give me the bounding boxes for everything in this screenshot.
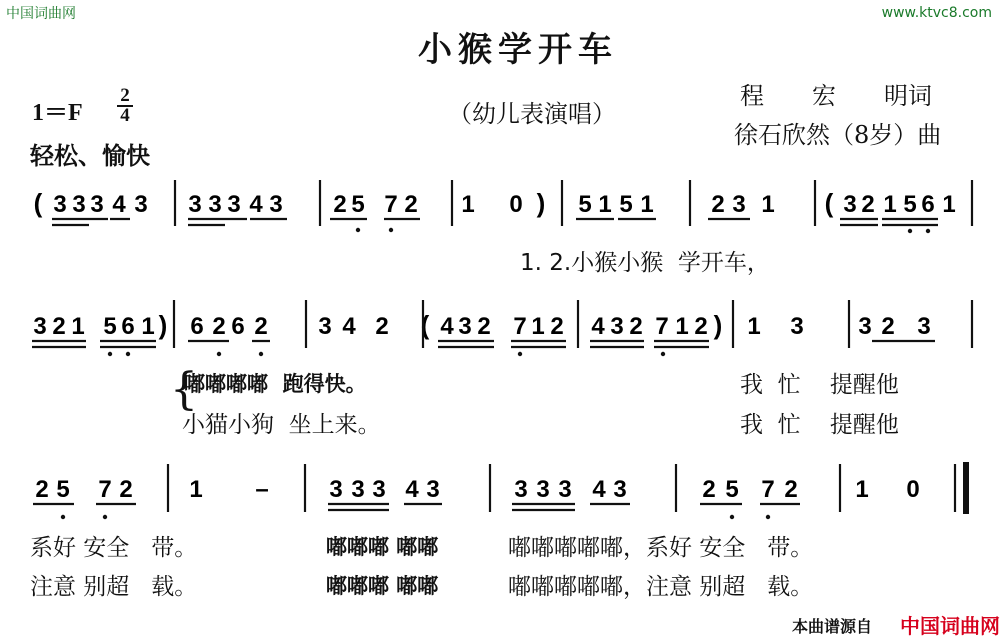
note-row2-3: 5: [103, 313, 117, 340]
composer-credit: 徐石欣然（8岁）曲: [734, 121, 942, 149]
note-row1-14: 2: [404, 191, 418, 218]
note-row3-18: 7: [761, 476, 775, 503]
note-row1-22: 2: [711, 191, 725, 218]
note-row1-0: (: [33, 188, 43, 218]
note-row1-10: 3: [269, 191, 283, 218]
note-row1-21: 1: [640, 191, 654, 218]
note-row2-31: 2: [881, 313, 895, 340]
lyric-verse1-b: 我 忙 提醒他: [740, 372, 899, 398]
octave-dot-1: [389, 228, 393, 232]
note-row2-26: 2: [694, 313, 708, 340]
verse-brace: {: [170, 364, 198, 415]
note-row2-16: 3: [458, 313, 472, 340]
footer-brand: 中国词曲网: [900, 614, 1000, 638]
note-row3-10: 3: [426, 476, 440, 503]
footer-source: 本曲谱源自: [792, 617, 873, 636]
octave-dot-4: [108, 352, 112, 356]
note-row3-12: 3: [536, 476, 550, 503]
note-row1-23: 3: [732, 191, 746, 218]
note-row1-19: 1: [598, 191, 612, 218]
octave-dot-6: [217, 352, 221, 356]
note-row3-1: 5: [56, 476, 70, 503]
note-row2-6: ): [158, 310, 168, 340]
note-row1-1: 3: [53, 191, 67, 218]
note-row1-8: 3: [227, 191, 241, 218]
note-row3-0: 2: [35, 476, 49, 503]
note-row2-5: 1: [141, 313, 155, 340]
note-row1-31: 1: [942, 191, 956, 218]
note-row2-12: 4: [342, 313, 356, 340]
tempo-marking: 轻松、愉快: [30, 142, 150, 170]
note-row2-19: 1: [531, 313, 545, 340]
note-row3-15: 3: [613, 476, 627, 503]
note-row1-13: 7: [384, 191, 398, 218]
lyric-line-1: 1. 2.小猴小猴 学开车，: [520, 250, 770, 276]
octave-dot-9: [661, 352, 665, 356]
octave-dot-7: [259, 352, 263, 356]
note-row2-14: (: [420, 310, 430, 340]
note-row2-29: 3: [790, 313, 804, 340]
note-row2-24: 7: [655, 313, 669, 340]
note-row1-27: 2: [861, 191, 875, 218]
time-sig-numerator: 2: [120, 85, 130, 106]
lyric-verse2-e: 嘟嘟嘟嘟嘟，注意 别超 载。: [508, 574, 814, 600]
note-row1-9: 4: [249, 191, 263, 218]
note-row2-28: 1: [747, 313, 761, 340]
note-row2-1: 2: [52, 313, 66, 340]
lyric-verse2-c: 注意 别超 载。: [30, 574, 198, 600]
lyric-verse2-b: 我 忙 提醒他: [740, 412, 899, 438]
note-row1-18: 5: [578, 191, 592, 218]
note-row1-11: 2: [333, 191, 347, 218]
octave-dot-5: [126, 352, 130, 356]
note-row2-27: ): [713, 310, 723, 340]
lyric-verse2-a: 小猫小狗 坐上来。: [182, 412, 381, 438]
note-row3-4: 1: [189, 476, 203, 503]
note-row2-15: 4: [440, 313, 454, 340]
note-row3-14: 4: [592, 476, 606, 503]
octave-dot-10: [61, 515, 65, 519]
octave-dot-11: [103, 515, 107, 519]
note-row2-18: 7: [513, 313, 527, 340]
note-row3-5: –: [255, 476, 269, 503]
note-row2-25: 1: [675, 313, 689, 340]
note-row3-20: 1: [855, 476, 869, 503]
note-row1-25: (: [824, 188, 834, 218]
note-row2-21: 4: [591, 313, 605, 340]
note-row3-13: 3: [558, 476, 572, 503]
key-signature: 1＝F: [32, 100, 83, 126]
note-row2-13: 2: [375, 313, 389, 340]
lyricist-credit: 程 宏 明词: [740, 82, 932, 110]
note-row1-26: 3: [843, 191, 857, 218]
note-row2-2: 1: [71, 313, 85, 340]
note-row2-17: 2: [477, 313, 491, 340]
note-row3-9: 4: [405, 476, 419, 503]
note-row1-24: 1: [761, 191, 775, 218]
note-row1-28: 1: [883, 191, 897, 218]
note-row1-2: 3: [72, 191, 86, 218]
watermark-left: 中国词曲网: [6, 6, 76, 22]
note-row2-4: 6: [121, 313, 135, 340]
octave-dot-13: [766, 515, 770, 519]
note-row2-22: 3: [610, 313, 624, 340]
note-row2-8: 2: [212, 313, 226, 340]
note-row3-17: 5: [725, 476, 739, 503]
lyric-verse2-d: 嘟嘟嘟 嘟嘟: [326, 574, 439, 598]
octave-dot-12: [730, 515, 734, 519]
note-row3-7: 3: [351, 476, 365, 503]
note-row1-5: 3: [134, 191, 148, 218]
note-row1-16: 0: [509, 191, 523, 218]
note-row1-15: 1: [461, 191, 475, 218]
note-row1-29: 5: [903, 191, 917, 218]
note-row3-11: 3: [514, 476, 528, 503]
watermark-right: www.ktvc8.com: [881, 5, 992, 21]
note-row2-23: 2: [629, 313, 643, 340]
note-row3-8: 3: [372, 476, 386, 503]
note-row1-6: 3: [188, 191, 202, 218]
note-row2-30: 3: [858, 313, 872, 340]
note-row2-7: 6: [190, 313, 204, 340]
time-sig-denominator: 4: [117, 105, 133, 125]
note-row1-3: 3: [90, 191, 104, 218]
lyric-verse1-d: 嘟嘟嘟 嘟嘟: [326, 535, 439, 559]
note-row1-7: 3: [208, 191, 222, 218]
note-row3-21: 0: [906, 476, 920, 503]
note-row1-12: 5: [351, 191, 365, 218]
song-title: 小猴学开车: [418, 30, 618, 70]
note-row3-16: 2: [702, 476, 716, 503]
note-row3-6: 3: [329, 476, 343, 503]
octave-dot-2: [908, 229, 912, 233]
note-row2-32: 3: [917, 313, 931, 340]
lyric-verse1-e: 嘟嘟嘟嘟嘟，系好 安全 带。: [508, 535, 814, 561]
lyric-verse1-c: 系好 安全 带。: [30, 535, 198, 561]
octave-dot-0: [356, 228, 360, 232]
note-row2-20: 2: [550, 313, 564, 340]
note-row1-17: ): [536, 188, 546, 218]
note-row2-9: 6: [231, 313, 245, 340]
note-row3-2: 7: [98, 476, 112, 503]
note-row3-19: 2: [784, 476, 798, 503]
note-row1-30: 6: [921, 191, 935, 218]
note-row3-3: 2: [119, 476, 133, 503]
performer-note: （幼儿表演唱）: [448, 100, 616, 128]
note-row1-4: 4: [112, 191, 126, 218]
note-row1-20: 5: [619, 191, 633, 218]
note-row2-0: 3: [33, 313, 47, 340]
note-row2-11: 3: [318, 313, 332, 340]
note-row2-10: 2: [254, 313, 268, 340]
lyric-verse1-a: 嘟嘟嘟嘟 跑得快。: [184, 372, 367, 396]
octave-dot-3: [926, 229, 930, 233]
octave-dot-8: [518, 352, 522, 356]
